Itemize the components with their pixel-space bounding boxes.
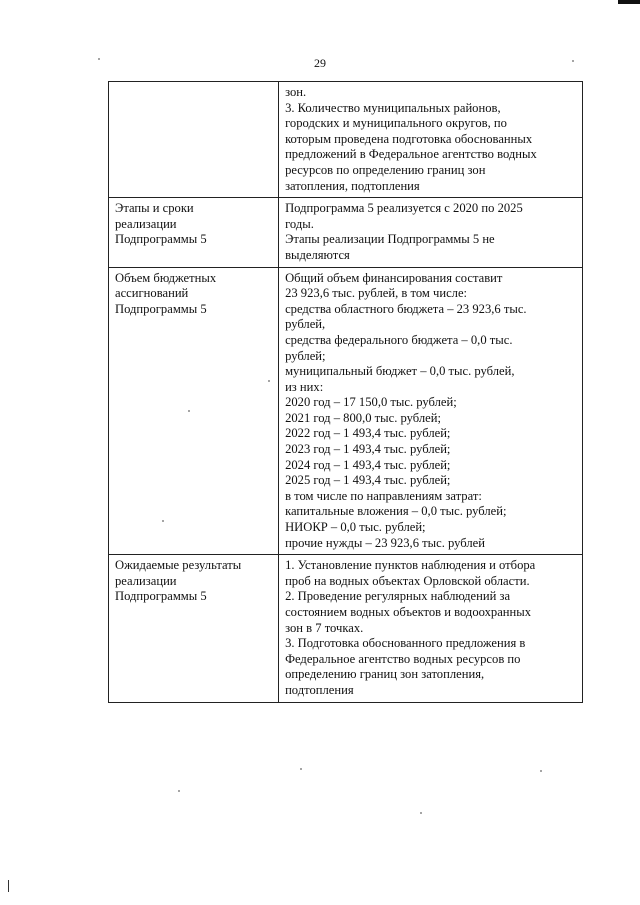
cell-text-line: ассигнований: [115, 286, 189, 301]
cell-text-line: рублей,: [285, 317, 326, 332]
cell-text-line: НИОКР – 0,0 тыс. рублей;: [285, 520, 426, 535]
cell-text-line: рублей;: [285, 348, 326, 363]
cell-text-line: 2025 год – 1 493,4 тыс. рублей;: [285, 473, 451, 488]
cell-text-line: Подпрограмма 5 реализуется с 2020 по 2025: [285, 201, 523, 216]
cell-text-line: Подпрограммы 5: [115, 301, 207, 316]
cell-text-line: капитальные вложения – 0,0 тыс. рублей;: [285, 504, 507, 519]
cell-text-line: зон в 7 точках.: [285, 620, 364, 635]
cell-text-line: 1. Установление пунктов наблюдения и отбора: [285, 558, 536, 573]
cell-text-line: средства федерального бюджета – 0,0 тыс.: [285, 332, 513, 347]
cell-text-line: годы.: [285, 216, 314, 231]
cell-text-line: Этапы реализации Подпрограммы 5 не: [285, 232, 495, 247]
table-cell-value: [279, 267, 583, 555]
cell-text-line: выделяются: [285, 247, 350, 262]
cell-text-line: Подпрограммы 5: [115, 232, 207, 247]
cell-text-line: из них:: [285, 379, 324, 394]
cell-text-line: 3. Количество муниципальных районов,: [285, 100, 501, 115]
cell-text-line: ресурсов по определению границ зон: [285, 162, 486, 177]
cell-text-line: городских и муниципального округов, по: [285, 116, 507, 131]
cell-text-line: предложений в Федеральное агентство водных: [285, 147, 537, 162]
table-cell-label: [109, 267, 279, 555]
cell-text-line: Общий объем финансирования составит: [285, 270, 503, 285]
scan-speck: [540, 770, 542, 772]
cell-text-line: Объем бюджетных: [115, 270, 217, 285]
cell-text-line: в том числе по направлениям затрат:: [285, 488, 482, 503]
cell-text-line: 2. Проведение регулярных наблюдений за: [285, 589, 511, 604]
cell-text-line: затопления, подтопления: [285, 178, 420, 193]
scan-speck: [572, 60, 574, 62]
cell-text-line: средства областного бюджета – 23 923,6 тыс.: [285, 301, 527, 316]
table-cell-label: [109, 82, 279, 198]
scan-speck: [188, 410, 190, 412]
table-row: [109, 198, 583, 267]
cell-text-line: зон.: [285, 85, 307, 99]
scan-speck: [98, 58, 100, 60]
cell-text-line: подтопления: [285, 682, 354, 697]
cell-text-line: состоянием водных объектов и водоохранных: [285, 605, 532, 619]
table-cell-value: [279, 82, 583, 198]
cell-text-line: 2021 год – 800,0 тыс. рублей;: [285, 410, 441, 425]
page-number: 29: [314, 56, 326, 70]
cell-text-line: муниципальный бюджет – 0,0 тыс. рублей,: [285, 364, 515, 379]
passport-table: [108, 81, 583, 703]
cell-text-line: 3. Подготовка обоснованного предложения в: [285, 636, 526, 651]
cell-text-line: 2024 год – 1 493,4 тыс. рублей;: [285, 457, 451, 472]
table-row: [109, 555, 583, 702]
cell-text-line: 2022 год – 1 493,4 тыс. рублей;: [285, 426, 451, 441]
cell-text-line: которым проведена подготовка обоснованных: [285, 131, 533, 146]
cell-text-line: 2020 год – 17 150,0 тыс. рублей;: [285, 395, 457, 410]
scan-corner-mark: [618, 0, 640, 4]
cell-text-line: реализации: [115, 573, 177, 588]
scan-speck: [178, 790, 180, 792]
table-cell-label: [109, 198, 279, 267]
cell-text-line: проб на водных объектах Орловской области.: [285, 573, 530, 588]
cell-text-line: Ожидаемые результаты: [115, 558, 242, 573]
cell-text-line: определению границ зон затопления,: [285, 667, 485, 682]
cell-text-line: реализации: [115, 216, 177, 231]
cell-text-line: Подпрограммы 5: [115, 589, 207, 604]
table-row: [109, 82, 583, 198]
cell-text-line: прочие нужды – 23 923,6 тыс. рублей: [285, 535, 485, 550]
table-row: [109, 267, 583, 555]
table-cell-value: [279, 198, 583, 267]
scan-speck: [300, 768, 302, 770]
scan-speck: [420, 812, 422, 814]
cell-text-line: Этапы и сроки: [115, 201, 194, 216]
scan-speck: [268, 380, 270, 382]
cell-text-line: 23 923,6 тыс. рублей, в том числе:: [285, 286, 468, 301]
table-cell-value: [279, 555, 583, 702]
scan-edge-mark: [8, 880, 9, 892]
table-cell-label: [109, 555, 279, 702]
cell-text-line: Федеральное агентство водных ресурсов по: [285, 651, 521, 666]
scan-speck: [162, 520, 164, 522]
cell-text-line: 2023 год – 1 493,4 тыс. рублей;: [285, 442, 451, 457]
